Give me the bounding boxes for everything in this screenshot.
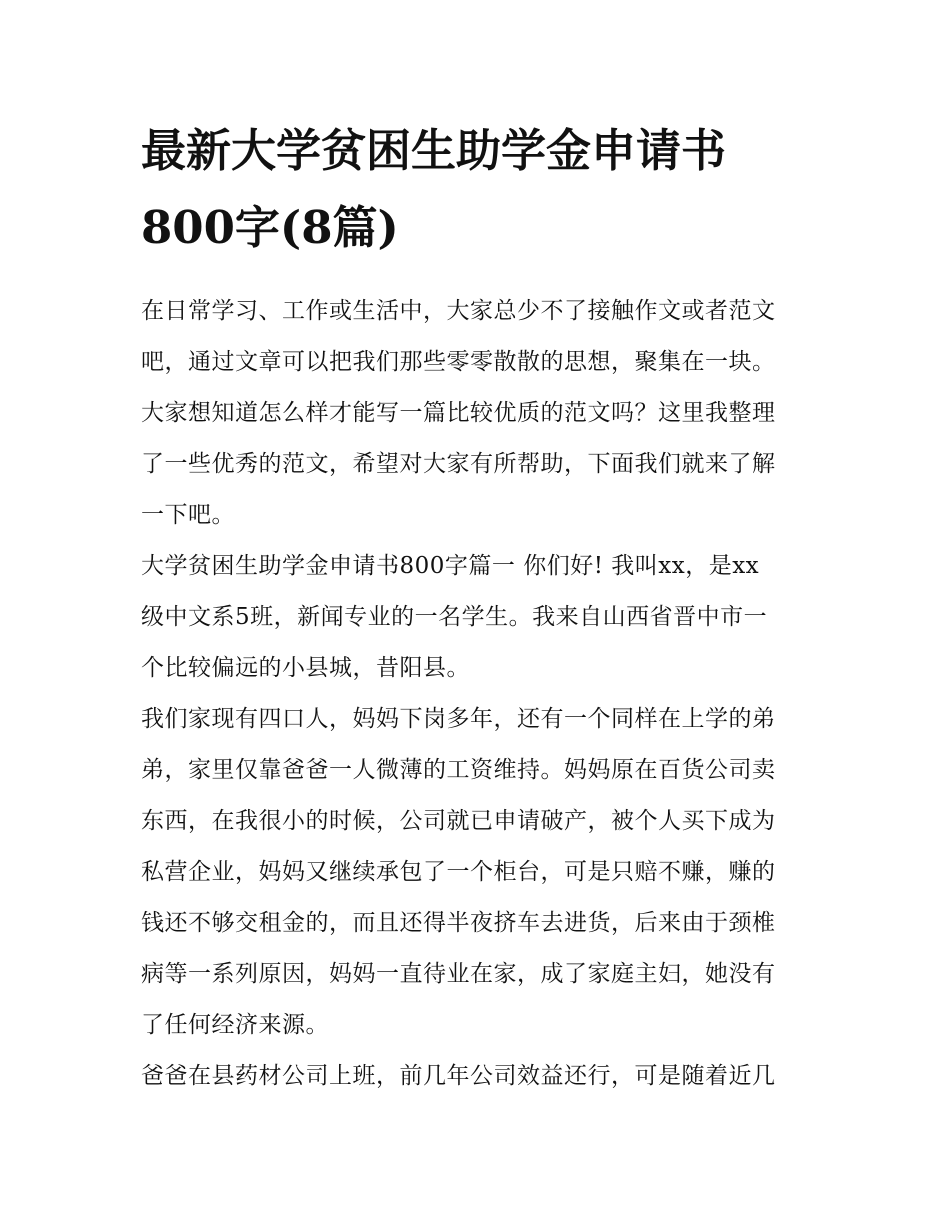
document-title [141, 112, 812, 266]
text-line: 个比较偏远的小县城，昔阳县。 [141, 655, 470, 681]
text-line: 钱还不够交租金的，而且还得半夜挤车去进货，后来由于颈椎 [141, 910, 776, 936]
text-line: 大学贫困生助学金申请书800字篇一 你们好! 我叫xx，是xx [141, 553, 760, 579]
text-line: 在日常学习、工作或生活中，大家总少不了接触作文或者范文 [141, 298, 776, 324]
title-line: 800字(8篇) [141, 201, 399, 254]
paragraph-family [141, 694, 812, 1051]
text-line: 了一些优秀的范文，希望对大家有所帮助，下面我们就来了解 [141, 451, 776, 477]
text-line: 私营企业，妈妈又继续承包了一个柜台，可是只赔不赚，赚的 [141, 859, 776, 885]
text-line: 爸爸在县药材公司上班，前几年公司效益还行，可是随着近几 [141, 1063, 776, 1089]
text-line: 了任何经济来源。 [141, 1012, 329, 1038]
text-line: 吧，通过文章可以把我们那些零零散散的思想，聚集在一块。 [141, 349, 776, 375]
text-line: 病等一系列原因，妈妈一直待业在家，成了家庭主妇，她没有 [141, 961, 776, 987]
paragraph-father [141, 1051, 812, 1102]
text-line: 一下吧。 [141, 502, 235, 528]
text-line: 大家想知道怎么样才能写一篇比较优质的范文吗？这里我整理 [141, 400, 776, 426]
title-line: 最新大学贫困生助学金申请书 [141, 124, 727, 177]
text-line: 东西，在我很小的时候，公司就已申请破产，被个人买下成为 [141, 808, 776, 834]
text-line: 我们家现有四口人，妈妈下岗多年，还有一个同样在上学的弟 [141, 706, 776, 732]
text-line: 级中文系5班，新闻专业的一名学生。我来自山西省晋中市一 [141, 604, 768, 630]
text-line: 弟，家里仅靠爸爸一人微薄的工资维持。妈妈原在百货公司卖 [141, 757, 776, 783]
paragraph-self-intro [141, 541, 812, 694]
paragraph-intro [141, 286, 812, 541]
